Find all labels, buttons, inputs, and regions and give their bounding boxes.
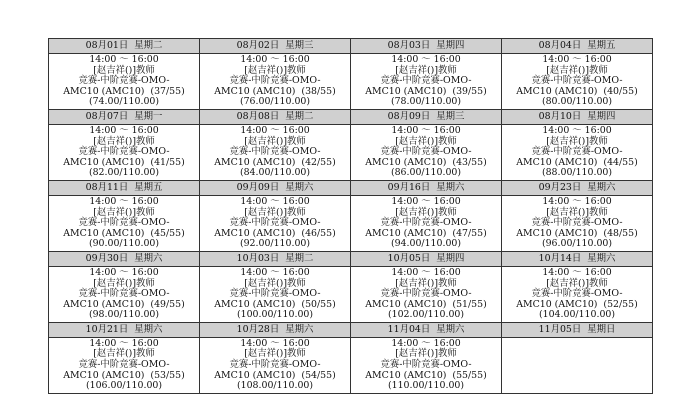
schedule-cell xyxy=(200,39,351,110)
cell-weekday: 星期日 xyxy=(587,323,616,335)
schedule-cell xyxy=(351,180,502,251)
schedule-body xyxy=(49,39,653,394)
session-hours: (104.00/110.00) xyxy=(538,309,616,321)
session-hours: (88.00/110.00) xyxy=(541,167,613,179)
cell-weekday: 星期三 xyxy=(436,110,465,122)
session-hours: (98.00/110.00) xyxy=(88,309,160,321)
cell-date: 11月04日 xyxy=(387,323,431,335)
cell-weekday: 星期六 xyxy=(587,252,616,264)
cell-weekday: 星期六 xyxy=(436,323,465,335)
session-hours: (106.00/110.00) xyxy=(85,380,163,392)
schedule-cell xyxy=(200,109,351,180)
cell-date-header xyxy=(200,181,350,196)
cell-weekday: 星期六 xyxy=(285,181,314,193)
session-teacher: [赵吉祥()]教师 xyxy=(93,277,155,289)
schedule-cell xyxy=(351,251,502,322)
cell-date-header xyxy=(200,39,350,54)
session-time: 14:00 ～ 16:00 xyxy=(240,195,310,207)
session-detail: AMC10 (AMC10) (42/55) xyxy=(214,156,336,168)
session-teacher: [赵吉祥()]教师 xyxy=(546,64,608,76)
cell-date: 11月05日 xyxy=(538,323,582,335)
session-course: 竞赛-中阶竞赛-OMO- xyxy=(531,288,623,300)
session-time: 14:00 ～ 16:00 xyxy=(89,337,159,349)
cell-session xyxy=(351,196,501,251)
cell-date: 08月08日 xyxy=(236,110,280,122)
cell-date-header xyxy=(49,110,199,125)
session-hours: (102.00/110.00) xyxy=(387,309,465,321)
session-time: 14:00 ～ 16:00 xyxy=(391,54,461,65)
cell-date-header xyxy=(351,252,501,267)
session-hours: (90.00/110.00) xyxy=(88,238,160,250)
session-teacher: [赵吉祥()]教师 xyxy=(93,348,155,360)
cell-weekday: 星期四 xyxy=(436,40,465,51)
session-course: 竞赛-中阶竞赛-OMO- xyxy=(78,75,170,87)
session-detail: AMC10 (AMC10) (52/55) xyxy=(516,298,638,310)
cell-session xyxy=(200,196,350,251)
session-detail: AMC10 (AMC10) (48/55) xyxy=(516,227,638,239)
session-teacher: [赵吉祥()]教师 xyxy=(93,206,155,218)
session-course: 竞赛-中阶竞赛-OMO- xyxy=(380,217,472,229)
session-teacher: [赵吉祥()]教师 xyxy=(244,277,306,289)
cell-date-header xyxy=(49,181,199,196)
schedule-row xyxy=(49,251,653,322)
session-time: 14:00 ～ 16:00 xyxy=(240,54,310,65)
session-teacher: [赵吉祥()]教师 xyxy=(395,206,457,218)
session-course: 竞赛-中阶竞赛-OMO- xyxy=(229,75,321,87)
session-detail: AMC10 (AMC10) (47/55) xyxy=(365,227,487,239)
session-teacher: [赵吉祥()]教师 xyxy=(93,135,155,147)
cell-date: 08月02日 xyxy=(236,40,280,51)
session-hours: (108.00/110.00) xyxy=(236,380,314,392)
session-teacher: [赵吉祥()]教师 xyxy=(244,135,306,147)
session-course: 竞赛-中阶竞赛-OMO- xyxy=(380,288,472,300)
cell-date-header xyxy=(200,110,350,125)
schedule-cell xyxy=(200,251,351,322)
cell-session xyxy=(49,54,199,109)
cell-session xyxy=(502,125,652,180)
cell-date-header xyxy=(351,323,501,338)
cell-weekday: 星期二 xyxy=(134,40,163,51)
session-time: 14:00 ～ 16:00 xyxy=(542,266,612,278)
cell-session xyxy=(351,125,501,180)
session-detail: AMC10 (AMC10) (53/55) xyxy=(63,369,185,381)
cell-date-header xyxy=(502,181,652,196)
schedule-cell xyxy=(49,322,200,393)
schedule-row xyxy=(49,39,653,110)
cell-session xyxy=(502,196,652,251)
session-time: 14:00 ～ 16:00 xyxy=(89,124,159,136)
session-teacher: [赵吉祥()]教师 xyxy=(395,64,457,76)
cell-date: 10月05日 xyxy=(387,252,431,264)
schedule-cell xyxy=(200,322,351,393)
cell-date: 08月01日 xyxy=(85,40,129,51)
cell-weekday: 星期二 xyxy=(285,110,314,122)
cell-weekday: 星期二 xyxy=(285,252,314,264)
schedule-row xyxy=(49,109,653,180)
cell-date-header xyxy=(502,39,652,54)
session-detail: AMC10 (AMC10) (45/55) xyxy=(63,227,185,239)
session-course: 竞赛-中阶竞赛-OMO- xyxy=(229,288,321,300)
session-detail: AMC10 (AMC10) (39/55) xyxy=(365,85,487,97)
cell-weekday: 星期一 xyxy=(134,110,163,122)
schedule-cell xyxy=(49,39,200,110)
cell-session xyxy=(200,338,350,393)
cell-date: 10月21日 xyxy=(85,323,129,335)
schedule-cell xyxy=(502,251,653,322)
session-teacher: [赵吉祥()]教师 xyxy=(244,64,306,76)
schedule-cell xyxy=(502,322,653,393)
session-course: 竞赛-中阶竞赛-OMO- xyxy=(531,146,623,158)
cell-date-header xyxy=(502,110,652,125)
cell-weekday: 星期五 xyxy=(587,40,616,51)
cell-session xyxy=(49,196,199,251)
session-teacher: [赵吉祥()]教师 xyxy=(546,206,608,218)
cell-weekday: 星期六 xyxy=(587,181,616,193)
session-course: 竞赛-中阶竞赛-OMO- xyxy=(380,359,472,371)
session-detail: AMC10 (AMC10) (40/55) xyxy=(516,85,638,97)
cell-date: 09月30日 xyxy=(85,252,129,264)
schedule-table xyxy=(48,38,653,394)
session-detail: AMC10 (AMC10) (54/55) xyxy=(214,369,336,381)
cell-session xyxy=(502,267,652,322)
cell-weekday: 星期四 xyxy=(587,110,616,122)
schedule-cell xyxy=(49,180,200,251)
session-course: 竞赛-中阶竞赛-OMO- xyxy=(380,146,472,158)
session-teacher: [赵吉祥()]教师 xyxy=(93,64,155,76)
session-time: 14:00 ～ 16:00 xyxy=(89,195,159,207)
session-course: 竞赛-中阶竞赛-OMO- xyxy=(78,288,170,300)
cell-date: 08月10日 xyxy=(538,110,582,122)
cell-date-header xyxy=(351,39,501,54)
session-time: 14:00 ～ 16:00 xyxy=(391,266,461,278)
session-hours: (84.00/110.00) xyxy=(239,167,311,179)
cell-date-header xyxy=(49,252,199,267)
cell-session xyxy=(49,267,199,322)
session-detail: AMC10 (AMC10) (41/55) xyxy=(63,156,185,168)
session-hours: (78.00/110.00) xyxy=(390,96,462,108)
session-time: 14:00 ～ 16:00 xyxy=(240,266,310,278)
session-teacher: [赵吉祥()]教师 xyxy=(395,135,457,147)
session-detail: AMC10 (AMC10) (37/55) xyxy=(63,85,185,97)
session-course: 竞赛-中阶竞赛-OMO- xyxy=(229,217,321,229)
cell-session xyxy=(502,338,652,393)
schedule-cell xyxy=(351,322,502,393)
session-teacher: [赵吉祥()]教师 xyxy=(546,277,608,289)
schedule-cell xyxy=(502,180,653,251)
schedule-cell xyxy=(351,39,502,110)
cell-date-header xyxy=(351,110,501,125)
cell-date: 10月28日 xyxy=(236,323,280,335)
session-teacher: [赵吉祥()]教师 xyxy=(244,206,306,218)
session-course: 竞赛-中阶竞赛-OMO- xyxy=(531,217,623,229)
session-teacher: [赵吉祥()]教师 xyxy=(244,348,306,360)
session-time: 14:00 ～ 16:00 xyxy=(391,124,461,136)
cell-date-header xyxy=(351,181,501,196)
cell-date: 08月03日 xyxy=(387,40,431,51)
cell-date-header xyxy=(200,323,350,338)
cell-session xyxy=(351,338,501,393)
cell-date-header xyxy=(49,39,199,54)
session-detail: AMC10 (AMC10) (44/55) xyxy=(516,156,638,168)
session-course: 竞赛-中阶竞赛-OMO- xyxy=(78,217,170,229)
cell-date: 09月23日 xyxy=(538,181,582,193)
cell-date: 10月14日 xyxy=(538,252,582,264)
cell-weekday: 星期六 xyxy=(134,323,163,335)
session-course: 竞赛-中阶竞赛-OMO- xyxy=(78,359,170,371)
cell-session xyxy=(502,54,652,109)
session-hours: (96.00/110.00) xyxy=(541,238,613,250)
session-hours: (80.00/110.00) xyxy=(541,96,613,108)
schedule-cell xyxy=(200,180,351,251)
cell-session xyxy=(351,54,501,109)
cell-weekday: 星期六 xyxy=(436,181,465,193)
cell-date-header xyxy=(49,323,199,338)
session-hours: (74.00/110.00) xyxy=(88,96,160,108)
session-time: 14:00 ～ 16:00 xyxy=(89,54,159,65)
session-teacher: [赵吉祥()]教师 xyxy=(395,277,457,289)
session-time: 14:00 ～ 16:00 xyxy=(240,124,310,136)
cell-date: 08月09日 xyxy=(387,110,431,122)
session-detail: AMC10 (AMC10) (38/55) xyxy=(214,85,336,97)
session-detail: AMC10 (AMC10) (49/55) xyxy=(63,298,185,310)
cell-weekday: 星期六 xyxy=(285,323,314,335)
schedule-row xyxy=(49,180,653,251)
session-time: 14:00 ～ 16:00 xyxy=(391,337,461,349)
session-time: 14:00 ～ 16:00 xyxy=(542,124,612,136)
cell-session xyxy=(200,267,350,322)
schedule-cell xyxy=(49,109,200,180)
cell-weekday: 星期六 xyxy=(134,252,163,264)
session-hours: (76.00/110.00) xyxy=(239,96,311,108)
session-detail: AMC10 (AMC10) (50/55) xyxy=(214,298,336,310)
session-time: 14:00 ～ 16:00 xyxy=(542,54,612,65)
cell-date: 09月16日 xyxy=(387,181,431,193)
cell-date-header xyxy=(502,323,652,338)
cell-session xyxy=(49,125,199,180)
session-teacher: [赵吉祥()]教师 xyxy=(395,348,457,360)
session-hours: (92.00/110.00) xyxy=(239,238,311,250)
session-hours: (86.00/110.00) xyxy=(390,167,462,179)
session-time: 14:00 ～ 16:00 xyxy=(542,195,612,207)
schedule-cell xyxy=(351,109,502,180)
cell-session xyxy=(200,54,350,109)
session-time: 14:00 ～ 16:00 xyxy=(391,195,461,207)
session-detail: AMC10 (AMC10) (51/55) xyxy=(365,298,487,310)
cell-date: 08月04日 xyxy=(538,40,582,51)
cell-session xyxy=(49,338,199,393)
session-time: 14:00 ～ 16:00 xyxy=(89,266,159,278)
cell-date: 09月09日 xyxy=(236,181,280,193)
session-detail: AMC10 (AMC10) (55/55) xyxy=(365,369,487,381)
cell-session xyxy=(351,267,501,322)
session-course: 竞赛-中阶竞赛-OMO- xyxy=(531,75,623,87)
schedule-cell xyxy=(49,251,200,322)
cell-date: 08月07日 xyxy=(85,110,129,122)
session-hours: (100.00/110.00) xyxy=(236,309,314,321)
session-teacher: [赵吉祥()]教师 xyxy=(546,135,608,147)
cell-weekday: 星期五 xyxy=(134,181,163,193)
schedule-cell xyxy=(502,109,653,180)
session-time: 14:00 ～ 16:00 xyxy=(240,337,310,349)
cell-weekday: 星期三 xyxy=(285,40,314,51)
cell-session xyxy=(200,125,350,180)
cell-date: 08月11日 xyxy=(85,181,129,193)
cell-date-header xyxy=(502,252,652,267)
session-course: 竞赛-中阶竞赛-OMO- xyxy=(229,146,321,158)
cell-date-header xyxy=(200,252,350,267)
session-hours: (82.00/110.00) xyxy=(88,167,160,179)
session-course: 竞赛-中阶竞赛-OMO- xyxy=(78,146,170,158)
cell-weekday: 星期四 xyxy=(436,252,465,264)
session-course: 竞赛-中阶竞赛-OMO- xyxy=(380,75,472,87)
session-detail: AMC10 (AMC10) (43/55) xyxy=(365,156,487,168)
schedule-cell xyxy=(502,39,653,110)
session-hours: (110.00/110.00) xyxy=(387,380,465,392)
session-detail: AMC10 (AMC10) (46/55) xyxy=(214,227,336,239)
session-hours: (94.00/110.00) xyxy=(390,238,462,250)
schedule-row xyxy=(49,322,653,393)
cell-date: 10月03日 xyxy=(236,252,280,264)
session-course: 竞赛-中阶竞赛-OMO- xyxy=(229,359,321,371)
